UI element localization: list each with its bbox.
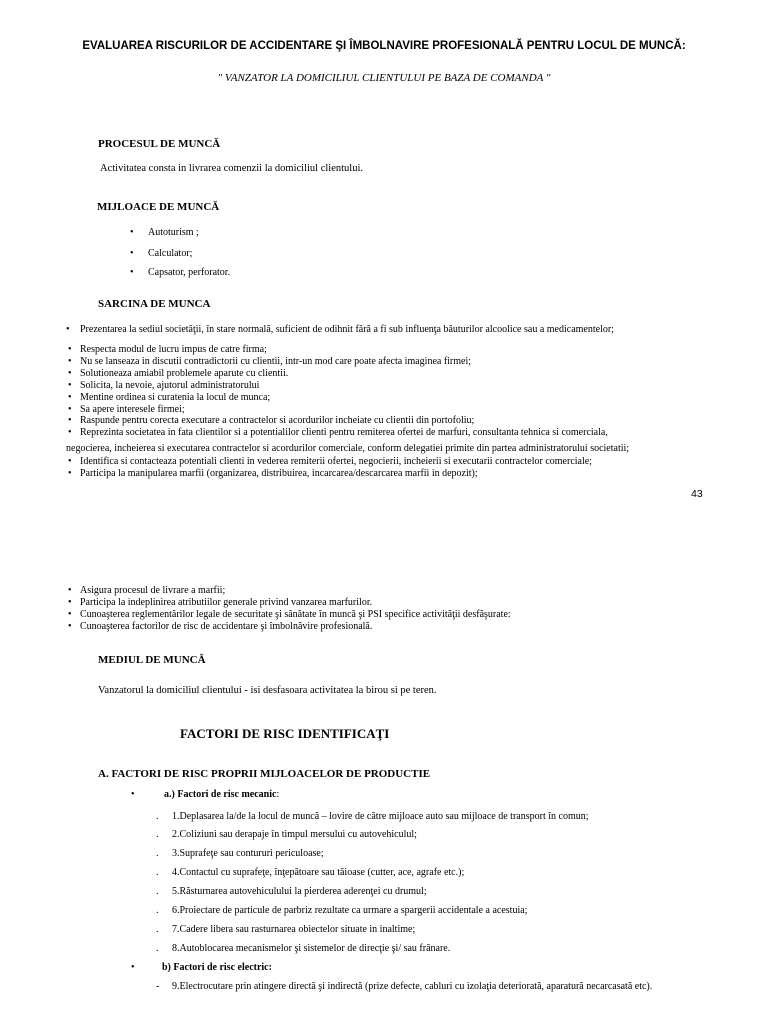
list-item xyxy=(68,596,511,609)
mediul-text: Vanzatorul la domiciliul clientului - isi desfasoara activitatea la birou si pe teren. xyxy=(98,685,437,696)
bullet-mark: • xyxy=(68,467,72,479)
bullet-mark: • xyxy=(68,355,72,367)
bullet-mark: • xyxy=(68,608,72,620)
sub-mark: . xyxy=(156,886,159,897)
mijloace-bullet: • xyxy=(130,248,134,259)
list-item-text: Participa la indeplinirea atributiilor generale privind vanzarea marfurilor. xyxy=(80,596,373,608)
list-item-text: Cunoaşterea reglementărilor legale de securitate şi sănătate în muncă şi PSI specifice activităţii desfăşurate: xyxy=(80,608,511,620)
mecanic-item-text: 8.Autoblocarea mecanismelor şi sistemelor de direcţie şi/ sau frânare. xyxy=(172,943,451,954)
mecanic-label-text: a.) Factori de risc mecanic xyxy=(164,789,277,800)
bullet-mark: • xyxy=(68,415,72,427)
list-item-text: Asigura procesul de livrare a marfii; xyxy=(80,585,226,596)
mecanic-item xyxy=(156,905,528,916)
mecanic-item xyxy=(156,829,417,840)
mijloace-bullet: • xyxy=(130,227,134,238)
list-item xyxy=(68,608,511,621)
mecanic-item xyxy=(156,943,451,954)
list-item-text: Solicita, la nevoie, ajutorul administratorului xyxy=(80,379,260,391)
bullet-mark: • xyxy=(68,427,72,439)
bullet-mark: • xyxy=(68,456,72,467)
mijloace-item: Capsator, perforator. xyxy=(148,267,231,278)
list-item-text: Solutioneaza amiabil problemele aparute cu clientii. xyxy=(80,367,289,379)
sub-mark: . xyxy=(156,811,159,822)
page-number: 43 xyxy=(691,488,703,500)
electric-label xyxy=(162,962,272,973)
mecanic-item xyxy=(156,924,416,935)
list-item xyxy=(68,620,511,633)
bullet-mark: • xyxy=(68,344,72,355)
sub-mark: . xyxy=(156,924,159,935)
list-item xyxy=(68,367,608,380)
proces-text: Activitatea consta in livrarea comenzii la domiciliul clientului. xyxy=(100,163,363,174)
list-item xyxy=(68,355,608,368)
bullet-mark: • xyxy=(68,620,72,632)
sub-mark: . xyxy=(156,943,159,954)
mijloace-bullet: • xyxy=(130,267,134,278)
list-item xyxy=(68,456,592,468)
page2-list xyxy=(68,585,511,633)
mecanic-item xyxy=(156,811,589,822)
section-a-heading: A. FACTORI DE RISC PROPRII MIJLOACELOR DE PRODUCTIE xyxy=(98,768,431,780)
mecanic-item-text: 4.Contactul cu suprafeţe, înţepătoare sau tăioase (cutter, ace, agrafe etc.); xyxy=(172,867,465,878)
sub-mark: . xyxy=(156,829,159,840)
list-item xyxy=(68,415,608,427)
sarcina-heading: SARCINA DE MUNCA xyxy=(98,298,211,310)
bullet-mark: • xyxy=(68,379,72,391)
sarcina-continuation: negocierea, incheierea si executarea contractelor si acordurilor comerciale, conform delegatiei primite din partea administratorului societatii; xyxy=(66,443,630,454)
list-item-text: Participa la manipularea marfii (organizarea, distribuirea, incarcarea/descarcarea marfii in depozit); xyxy=(80,467,478,479)
electric-label-text: b) Factori de risc electric: xyxy=(162,962,272,973)
electric-item-text: 9.Electrocutare prin atingere directă şi indirectă (prize defecte, cabluri cu izolaţia deteriorată, aparatură necarcasată etc). xyxy=(172,981,653,992)
list-item xyxy=(68,403,608,416)
mecanic-item xyxy=(156,867,465,878)
mecanic-bullet: • xyxy=(131,789,135,800)
list-item-text: Identifica si contacteaza potentiali clienti in vederea remiterii ofertei, negocierii, incheierii si executarii contractelor comerciale; xyxy=(80,456,592,467)
document-title: EVALUAREA RISCURILOR DE ACCIDENTARE ŞI ÎMBOLNAVIRE PROFESIONALĂ PENTRU LOCUL DE MUNCĂ: xyxy=(82,40,686,52)
electric-bullet: • xyxy=(131,962,135,973)
sarcina-item: Prezentarea la sediul societăţii, în stare normală, suficient de odihnit fără a fi sub influenţa băuturilor alcoolice sau a medicamentelor; xyxy=(80,324,614,335)
mecanic-item xyxy=(156,848,324,859)
bullet-mark: • xyxy=(68,596,72,608)
document-subtitle: " VANZATOR LA DOMICILIUL CLIENTULUI PE BAZA DE COMANDA " xyxy=(217,72,551,84)
list-item xyxy=(68,391,608,404)
mecanic-colon: : xyxy=(276,789,280,800)
sarcina-list xyxy=(68,344,608,439)
mecanic-item-text: 2.Coliziuni sau derapaje în timpul mersului cu autovehiculul; xyxy=(172,829,417,840)
list-item-text: Cunoaşterea factorilor de risc de accidentare şi îmbolnăvire profesională. xyxy=(80,620,373,632)
electric-item xyxy=(156,981,653,992)
sub-mark: . xyxy=(156,905,159,916)
mijloace-heading: MIJLOACE DE MUNCĂ xyxy=(97,201,220,213)
sarcina-bullet: • xyxy=(66,324,70,335)
mecanic-item-text: 1.Deplasarea la/de la locul de muncă – lovire de către mijloace auto sau mijloace de transport în comun; xyxy=(172,811,589,822)
list-item-text: Raspunde pentru corecta executare a contractelor si acordurilor incheiate cu clientii din portofoliu; xyxy=(80,415,475,427)
list-item-text: Respecta modul de lucru impus de catre firma; xyxy=(80,344,267,355)
mecanic-item xyxy=(156,886,427,897)
factori-heading: FACTORI DE RISC IDENTIFICAŢI xyxy=(180,726,390,741)
bullet-mark: • xyxy=(68,391,72,403)
list-item xyxy=(68,344,608,356)
list-item-text: Sa apere interesele firmei; xyxy=(80,403,185,415)
sarcina-list-2 xyxy=(68,456,592,480)
sub-mark: . xyxy=(156,867,159,878)
list-item xyxy=(68,467,592,480)
bullet-mark: • xyxy=(68,585,72,596)
bullet-mark: • xyxy=(68,367,72,379)
list-item xyxy=(68,585,511,597)
list-item-text: Nu se lanseaza in discutii contradictorii cu clientii, intr-un mod care poate afecta imaginea firmei; xyxy=(80,355,472,367)
proces-heading: PROCESUL DE MUNCĂ xyxy=(98,138,221,150)
mediul-heading: MEDIUL DE MUNCĂ xyxy=(98,654,206,666)
list-item xyxy=(68,427,608,439)
list-item xyxy=(68,379,608,392)
dash-mark: - xyxy=(156,981,160,992)
mecanic-item-text: 7.Cadere libera sau rasturnarea obiectelor situate in inaltime; xyxy=(172,924,416,935)
list-item-text: Reprezinta societatea in fata clientilor si a potentialilor clienti pentru remiterea ofertei de marfuri, consultanta tehnica si comerciala, xyxy=(80,427,608,439)
mecanic-item-text: 3.Suprafeţe sau contururi periculoase; xyxy=(172,848,324,859)
sub-mark: . xyxy=(156,848,159,859)
mijloace-item: Calculator; xyxy=(148,248,193,259)
bullet-mark: • xyxy=(68,403,72,415)
mijloace-item: Autoturism ; xyxy=(148,227,199,238)
mecanic-item-text: 5.Răsturnarea autovehiculului la pierderea aderenţei cu drumul; xyxy=(172,886,427,897)
mecanic-item-text: 6.Proiectare de particule de parbriz rezultate ca urmare a spargerii accidentale a acestuia; xyxy=(172,905,528,916)
mecanic-label xyxy=(164,789,279,800)
list-item-text: Mentine ordinea si curatenia la locul de munca; xyxy=(80,391,271,403)
